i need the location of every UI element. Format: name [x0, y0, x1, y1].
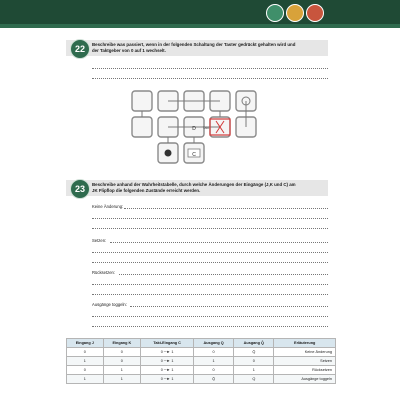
answer-line[interactable] — [124, 208, 328, 209]
task-23-number-badge: 23 — [70, 179, 90, 199]
circuit-module — [132, 91, 152, 111]
answer-line[interactable] — [92, 68, 328, 69]
tools-icon — [306, 4, 324, 22]
table-cell: Rücksetzen — [274, 366, 336, 375]
table-cell: 1 — [67, 357, 104, 366]
answer-line[interactable] — [92, 294, 328, 295]
table-cell: 1 — [67, 375, 104, 384]
field-keine-aenderung[interactable] — [92, 204, 328, 210]
header-band — [0, 0, 400, 28]
table-cell: Q — [234, 375, 274, 384]
field-label: Ausgänge toggeln: — [92, 302, 127, 307]
table-cell: Setzen — [274, 357, 336, 366]
table-row — [67, 348, 336, 357]
label-c: C — [192, 152, 196, 158]
column-header: Ausgang Q — [194, 339, 234, 348]
field-ruecksetzen[interactable] — [92, 270, 328, 276]
column-header: Ausgang Q̄ — [234, 339, 274, 348]
table-cell: 1 — [103, 366, 141, 375]
task-22-line-2: der Taktgeber von 0 auf 1 wechselt. — [92, 48, 166, 53]
task-22-text — [92, 42, 328, 54]
table-cell: 1 — [194, 357, 234, 366]
table-cell: Keine Änderung — [274, 348, 336, 357]
answer-line[interactable] — [92, 316, 328, 317]
answer-line[interactable] — [92, 228, 328, 229]
field-label: Rücksetzen: — [92, 270, 116, 275]
table-row — [67, 357, 336, 366]
answer-line[interactable] — [92, 262, 328, 263]
table-cell: Q̄ — [194, 375, 234, 384]
table-cell: 0 — [234, 357, 274, 366]
table-row — [67, 366, 336, 375]
truth-table — [66, 338, 336, 384]
table-cell: 0 ─► 1 — [141, 357, 194, 366]
field-label: Setzen: — [92, 238, 107, 243]
task-22-number-badge: 22 — [70, 39, 90, 59]
table-cell: Ausgänge toggeln — [274, 375, 336, 384]
column-header: Eingang J — [67, 339, 104, 348]
table-row — [67, 375, 336, 384]
pushbutton-icon — [165, 150, 172, 157]
header-badges — [266, 4, 324, 22]
column-header: Eingang K — [103, 339, 141, 348]
answer-line[interactable] — [92, 326, 328, 327]
answer-line[interactable] — [110, 242, 328, 243]
table-cell: 0 ─► 1 — [141, 366, 194, 375]
table-header-row — [67, 339, 336, 348]
task-23-line-1: Beschreibe anhand der Wahrheitstabelle, durch welche Änderungen der Eingänge (J,K und C) am — [92, 182, 296, 187]
answer-line[interactable] — [130, 306, 328, 307]
field-ausgaenge-toggeln[interactable] — [92, 302, 328, 308]
table-cell: 1 — [234, 366, 274, 375]
circuit-module — [132, 117, 152, 137]
field-label: Keine Änderung: — [92, 204, 124, 209]
column-header: Erläuterung — [274, 339, 336, 348]
table-cell: 0 — [67, 366, 104, 375]
header-accent-stripe — [0, 24, 400, 28]
table-cell: 0 ─► 1 — [141, 348, 194, 357]
table-cell: 0 — [103, 348, 141, 357]
table-cell: 0 — [194, 366, 234, 375]
task-22-line-1: Beschreibe was passiert, wenn in der folgenden Schaltung der Taster gedrückt gehalten wird und — [92, 42, 296, 47]
table-cell: 1 — [103, 375, 141, 384]
table-cell: 0 — [67, 348, 104, 357]
table-cell: 0 — [103, 357, 141, 366]
gear-icon — [266, 4, 284, 22]
column-header: Takt-Eingang C — [141, 339, 194, 348]
answer-line[interactable] — [119, 274, 328, 275]
task-23-line-2: JK Flipflop die folgenden Zustände erreicht werden. — [92, 188, 201, 193]
award-icon — [286, 4, 304, 22]
table-cell: 0 ─► 1 — [141, 375, 194, 384]
field-setzen[interactable] — [92, 238, 328, 244]
answer-line[interactable] — [92, 284, 328, 285]
label-d: D — [192, 126, 196, 132]
task-23-text — [92, 182, 328, 194]
answer-line[interactable] — [92, 252, 328, 253]
jk-flipflop-circuit-diagram — [128, 89, 268, 169]
label-pulse: Takt — [202, 126, 210, 130]
answer-line[interactable] — [92, 78, 328, 79]
table-cell: Q̄ — [234, 348, 274, 357]
table-cell: 0 — [194, 348, 234, 357]
answer-line[interactable] — [92, 218, 328, 219]
